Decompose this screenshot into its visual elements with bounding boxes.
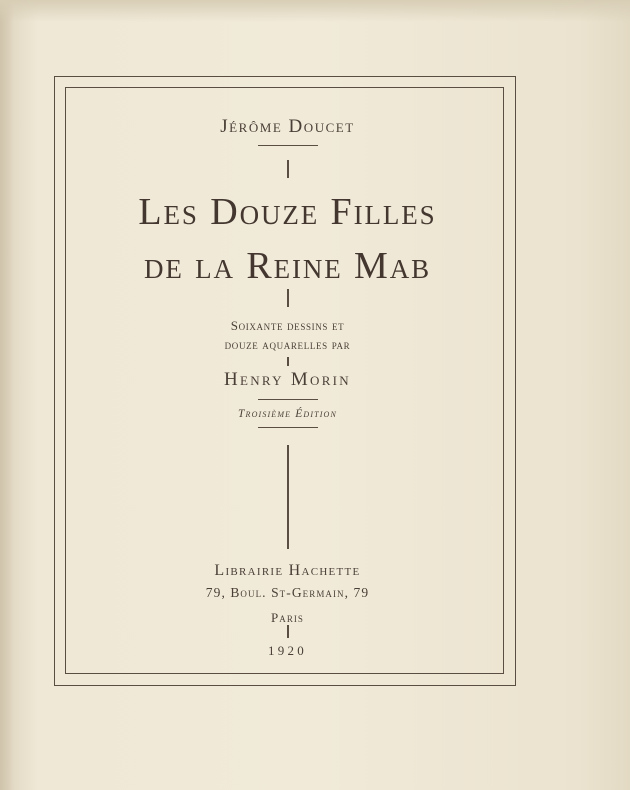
publication-year: 1920 xyxy=(268,643,307,658)
subtitle-line-2: douze aquarelles par xyxy=(224,337,351,352)
divider-tick xyxy=(287,160,289,178)
top-shadow xyxy=(0,0,630,22)
edition-rule xyxy=(258,427,318,428)
subtitle-line-1: Soixante dessins et xyxy=(230,318,345,333)
divider-tick xyxy=(287,357,289,366)
divider-tick xyxy=(287,625,289,638)
illustrator-name: Henry Morin xyxy=(224,369,351,390)
book-title-line-2: de la Reine Mab xyxy=(143,245,432,287)
publisher-name: Librairie Hachette xyxy=(214,562,361,579)
publisher-address: 79, Boul. St-Germain, 79 xyxy=(205,585,370,600)
edition-label: Troisième Édition xyxy=(238,408,337,420)
author-rule xyxy=(258,145,318,146)
illustrator-rule xyxy=(258,399,318,400)
book-title-line-1: Les Douze Filles xyxy=(138,191,437,233)
divider-tick xyxy=(287,289,289,307)
publisher-city: Paris xyxy=(271,610,304,625)
author-name: Jérôme Doucet xyxy=(220,116,355,137)
long-vertical-rule xyxy=(287,445,289,549)
